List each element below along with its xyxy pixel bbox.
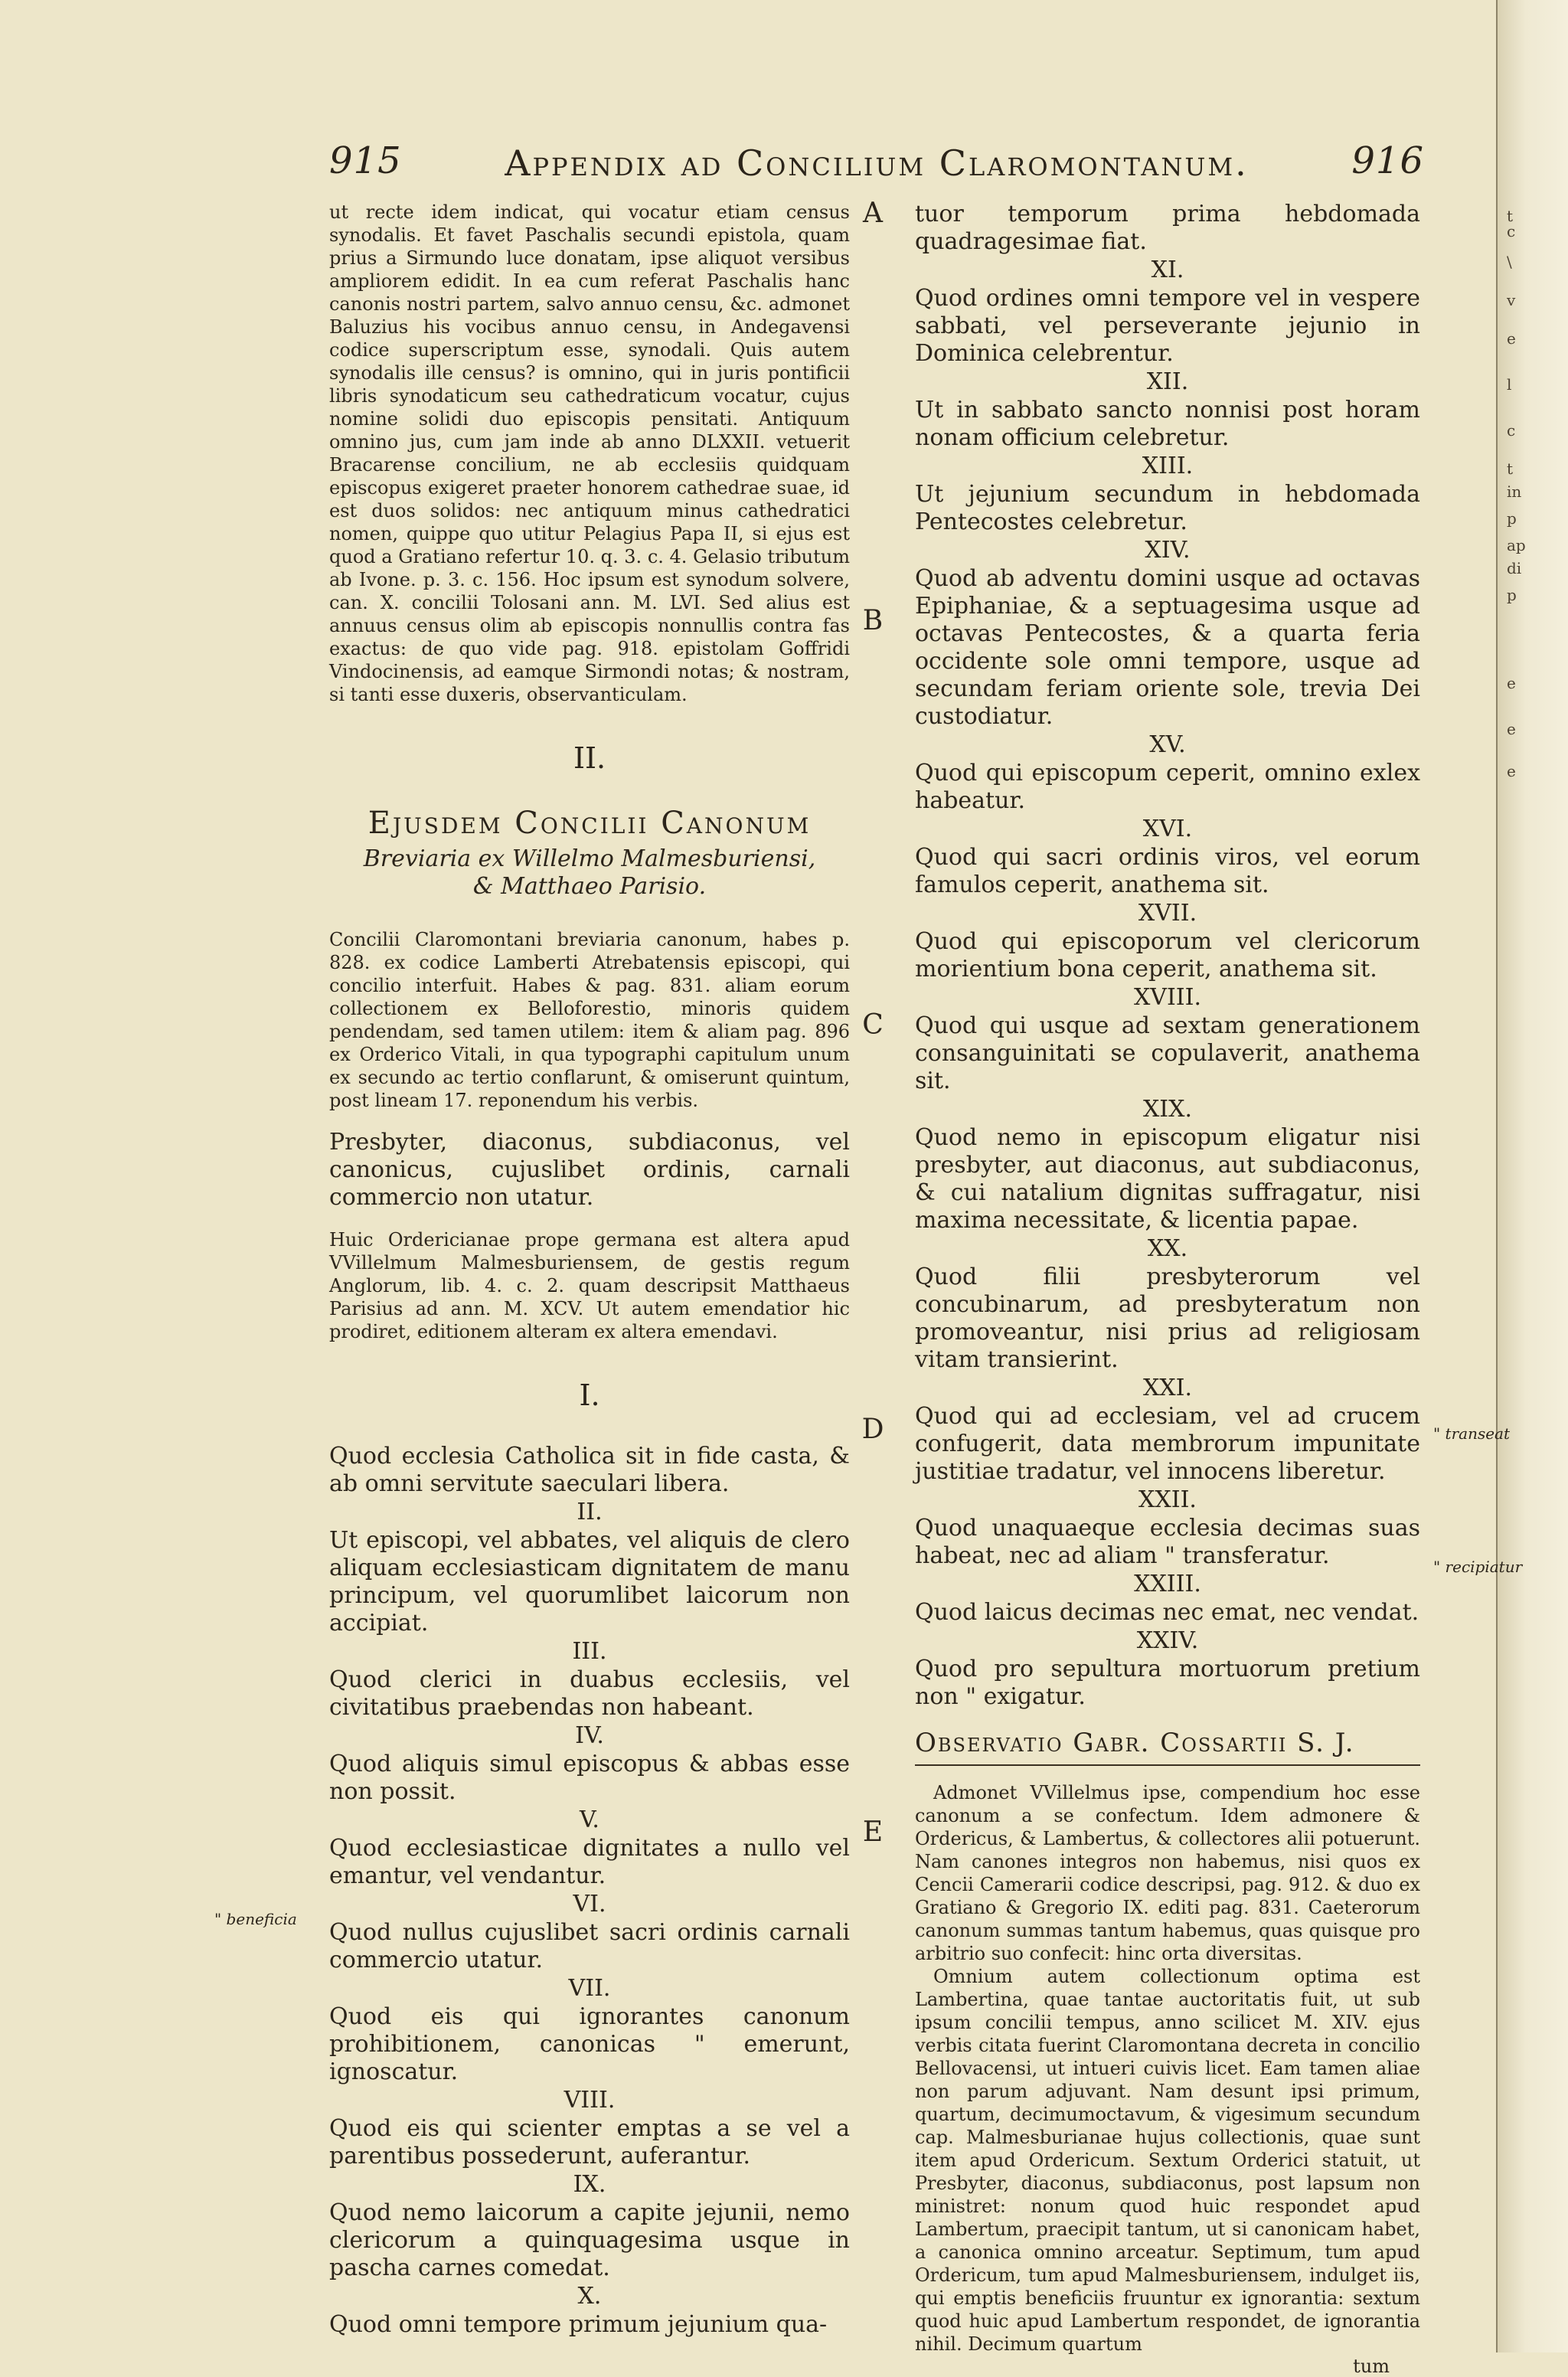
spine-mark: e	[1507, 329, 1516, 348]
observatio-paragraph: Admonet VVillelmus ipse, compendium hoc esse canonum a se confectum. Idem admonere & Ordericus, & Lambertus, & collectores alii potuerunt. Nam canones integros non habemus, nisi quos ex Cencii Camerarii codice descripsi, pag. 912. & duo ex Gratiano & Gregorio IX. editi pag. 831. Caeterorum canonum summas tantum habemus, quas quisque pro arbitrio suo confecit: hinc orta diversitas.	[915, 1782, 1420, 1964]
canon-text: Quod ecclesia Catholica sit in fide casta, & ab omni servitute saeculari libera.	[329, 1443, 850, 1497]
gutter-letter-e: E	[862, 1816, 884, 1848]
spine-mark: ap	[1507, 536, 1526, 554]
left-column	[329, 201, 850, 2339]
canon-numeral: XXIII.	[1134, 1571, 1201, 1597]
facing-page-edge	[1496, 0, 1568, 2352]
spine-mark: di	[1507, 559, 1522, 577]
canon-text: Quod laicus decimas nec emat, nec vendat.	[915, 1599, 1419, 1626]
spine-mark: v	[1507, 291, 1516, 309]
canon-text: Ut episcopi, vel abbates, vel aliquis de clero aliquam ecclesiasticam dignitatem de manu principum, vel quorumlibet laicorum non accipiat.	[329, 1527, 850, 1636]
canon-text: Quod qui sacri ordinis viros, vel eorum famulos ceperit, anathema sit.	[915, 844, 1420, 898]
canon-numeral: XXIV.	[1136, 1627, 1199, 1654]
canon-numeral: XV.	[1149, 731, 1186, 758]
section-numeral: II.	[573, 741, 606, 775]
canon-text: Quod eis qui ignorantes canonum prohibitionem, canonicas " emerunt, ignoscatur.	[329, 2003, 850, 2085]
canon-text: Quod qui ad ecclesiam, vel ad crucem confugerit, data membrorum impunitate justitiae tradatur, vel innocens liberetur.	[915, 1403, 1420, 1485]
catchword: tum	[1353, 2356, 1390, 2377]
margin-note-transeat: " transeat	[1433, 1424, 1511, 1443]
spine-mark: c	[1507, 222, 1516, 240]
margin-note-beneficia: " beneficia	[214, 1910, 297, 1928]
canon-numeral: XIII.	[1142, 453, 1194, 479]
section-title: Ejusdem Concilii Canonum	[368, 806, 812, 841]
canon-numeral: II.	[577, 1499, 603, 1525]
gutter-letter-a: A	[863, 198, 883, 229]
presbyter-canon: Presbyter, diaconus, subdiaconus, vel canonicus, cujuslibet ordinis, carnali commercio non utatur.	[329, 1129, 850, 1211]
canon-numeral: X.	[577, 2283, 602, 2310]
spine-mark: p	[1507, 509, 1517, 528]
canon-numeral: V.	[580, 1806, 599, 1833]
canon-text: Quod omni tempore primum jejunium qua-	[329, 2311, 828, 2338]
canon-numeral: IV.	[575, 1722, 604, 1749]
canon-text: Quod qui usque ad sextam generationem consanguinitati se copulaverit, anathema sit.	[915, 1012, 1420, 1094]
spine-mark: c	[1507, 421, 1516, 440]
canon-numeral: XXII.	[1138, 1486, 1197, 1513]
canon-text: Quod eis qui scienter emptas a se vel a parentibus possederunt, auferantur.	[329, 2115, 850, 2169]
canon-text: Quod nemo laicorum a capite jejunii, nemo clericorum a quinquagesima usque in pascha carnes comedat.	[329, 2199, 850, 2281]
section-subtitle: Breviaria ex Willelmo Malmesburiensi, & Matthaeo Parisio.	[363, 845, 816, 900]
spine-mark: t	[1507, 207, 1514, 225]
canon-text: Quod nemo in episcopum eligatur nisi presbyter, aut diaconus, aut subdiaconus, & cui natalium dignitas suffragatur, nisi maxima necessitate, & licentia papae.	[915, 1124, 1420, 1234]
running-header	[329, 139, 1424, 193]
canon-numeral: III.	[572, 1638, 607, 1665]
spine-mark: t	[1507, 459, 1514, 478]
right-column	[915, 201, 1420, 2377]
canon-numeral: IX.	[573, 2171, 606, 2198]
canon-text: Quod unaquaeque ecclesia decimas suas habeat, nec ad aliam " transferatur.	[915, 1515, 1420, 1569]
canon-text: Quod aliquis simul episcopus & abbas esse non possit.	[329, 1751, 850, 1805]
canon-text: Quod nullus cujuslibet sacri ordinis carnali commercio utatur.	[329, 1919, 850, 1973]
canon-numeral: VII.	[568, 1975, 611, 2002]
canon-text: Quod ab adventu domini usque ad octavas Epiphaniae, & a septuagesima usque ad octavas Pentecostes, & a quarta feria occidente sole omni tempore, usque ad secundam feriam oriente sole, trevia Dei custodiatur.	[915, 565, 1420, 730]
canon-text: Quod pro sepultura mortuorum pretium non " exigatur.	[915, 1656, 1420, 1710]
canon-numeral: XXI.	[1142, 1375, 1193, 1401]
canon-text: Quod ecclesiasticae dignitates a nullo vel emantur, vel vendantur.	[329, 1835, 850, 1889]
spine-mark: l	[1507, 375, 1512, 394]
canon-numeral: XVII.	[1138, 900, 1197, 927]
margin-note-recipiatur: " recipiatur	[1433, 1558, 1523, 1576]
editorial-note: Huic Ordericianae prope germana est altera apud VVillelmum Malmesburiensem, de gestis regum Anglorum, lib. 4. c. 2. quam descripsit Matthaeus Parisius ad ann. M. XCV. Ut autem emendatior hic prodiret, editionem alteram ex altera emendavi.	[329, 1229, 850, 1342]
observatio-title: Observatio Gabr. Cossartii S. J.	[915, 1728, 1420, 1766]
canon-numeral: XIV.	[1145, 537, 1191, 564]
canon-text: Ut jejunium secundum in hebdomada Pentecostes celebretur.	[915, 481, 1420, 535]
canon-numeral: XVIII.	[1133, 984, 1202, 1011]
canon-numeral: VIII.	[564, 2087, 616, 2114]
editorial-note: Concilii Claromontani breviaria canonum, habes p. 828. ex codice Lamberti Atrebatensis episcopi, qui concilio interfuit. Habes & pag. 831. aliam eorum collectionem ex Belloforestio, minoris quidem pendendam, sed tamen utilem: item & aliam pag. 896 ex Orderico Vitali, in qua typographi capitulum unum ex secundo ac tertio conflarunt, & omiserunt quintum, post lineam 17. reponendum his verbis.	[329, 929, 850, 1111]
canon-text: Quod filii presbyterorum vel concubinarum, ad presbyteratum non promoveantur, nisi prius ad religiosam vitam transierint.	[915, 1264, 1420, 1373]
running-title: Appendix ad Concilium Claromontanum.	[505, 142, 1249, 184]
canon-text: Quod ordines omni tempore vel in vespere sabbati, vel perseverante jejunio in Dominica celebrentur.	[915, 285, 1420, 367]
canon-numeral: XII.	[1146, 368, 1189, 395]
canon-text: Ut in sabbato sancto nonnisi post horam nonam officium celebretur.	[915, 397, 1420, 451]
canon-text: Quod qui episcopum ceperit, omnino exlex habeatur.	[915, 760, 1420, 814]
observatio-paragraph: Omnium autem collectionum optima est Lambertina, quae tantae auctoritatis fuit, ut sub ipsum concilii tempus, anno scilicet M. XIV. ejus verbis citata fuerint Claromontana decreta in concilio Bellovacensi, ut intueri cuivis licet. Eam tamen aliae non parum adjuvant. Nam desunt ipsi primum, quartum, decimumoctavum, & vigesimum secundum cap. Malmesburianae hujus collectionis, quae sunt item apud Ordericum. Sextum Orderici statuit, ut Presbyter, diaconus, subdiaconus, post lapsum non ministret: nonum quod huic respondet apud Lambertum, praecipit tantum, ut si canonicam habet, a canonica omnino arceatur. Septimum, tum apud Ordericum, tum apud Malmesburiensem, indulget iis, qui emptis beneficiis fruuntur ex ignorantia: sextum quod huic apud Lambertum respondet, de ignorantia nihil. Decimum quartum	[915, 1966, 1420, 2355]
canon-numeral: VI.	[573, 1891, 606, 1918]
canon-numeral: XIX.	[1142, 1096, 1193, 1123]
spine-mark: \	[1507, 253, 1512, 271]
canon-continuation: tuor temporum prima hebdomada quadragesimae fiat.	[915, 201, 1420, 255]
gutter-letter-d: D	[861, 1414, 884, 1445]
spine-mark: e	[1507, 762, 1516, 780]
spine-mark: in	[1507, 482, 1522, 501]
canons-numeral: I.	[579, 1378, 600, 1412]
canon-numeral: XX.	[1147, 1235, 1188, 1262]
spine-mark: p	[1507, 586, 1517, 604]
canon-text: Quod qui episcoporum vel clericorum morientium bona ceperit, anathema sit.	[915, 928, 1420, 983]
gutter-letter-b: B	[862, 605, 884, 636]
page-number-left: 915	[329, 139, 402, 182]
canon-numeral: XVI.	[1142, 816, 1193, 842]
spine-mark: e	[1507, 674, 1516, 692]
spine-mark: e	[1507, 720, 1516, 738]
canon-text: Quod clerici in duabus ecclesiis, vel civitatibus praebendas non habeant.	[329, 1666, 850, 1721]
canon-numeral: XI.	[1151, 257, 1184, 283]
page-number-right: 916	[1351, 139, 1424, 182]
gutter-letter-c: C	[862, 1009, 884, 1041]
intro-note: ut recte idem indicat, qui vocatur etiam census synodalis. Et favet Paschalis secundi epistola, quam prius a Sirmundo luce donatam, ipse aliquot versibus ampliorem edidit. In ea cum referat Paschalis hanc canonis nostri partem, salvo annuo censu, &c. admonet Baluzius his vocibus annuo censu, in Andegavensi codice superscriptum esse, synodali. Quis autem synodalis ille census? is omnino, qui in juris pontificii libris synodaticum seu cathedraticum vocatur, cujus nomine solidi duo episcopis pensitati. Antiquum omnino jus, cum jam inde ab anno DLXXII. vetuerit Bracarense concilium, ne ab ecclesiis quidquam episcopus exigeret praeter honorem cathedrae suae, id est duos solidos: nec antiquum minus cathedratici nomen, quippe quo utitur Pelagius Papa II, si ejus est quod a Gratiano refertur 10. q. 3. c. 4. Gelasio tributum ab Ivone. p. 3. c. 156. Hoc ipsum est synodum solvere, can. X. concilii Tolosani ann. M. LVI. Sed alius est annuus census olim ab episcopis nonnullis contra fas exactus: de quo vide pag. 918. epistolam Goffridi Vindocinensis, ad eamque Sirmondi notas; & nostram, si tanti esse duxeris, observanticulam.	[329, 201, 850, 705]
